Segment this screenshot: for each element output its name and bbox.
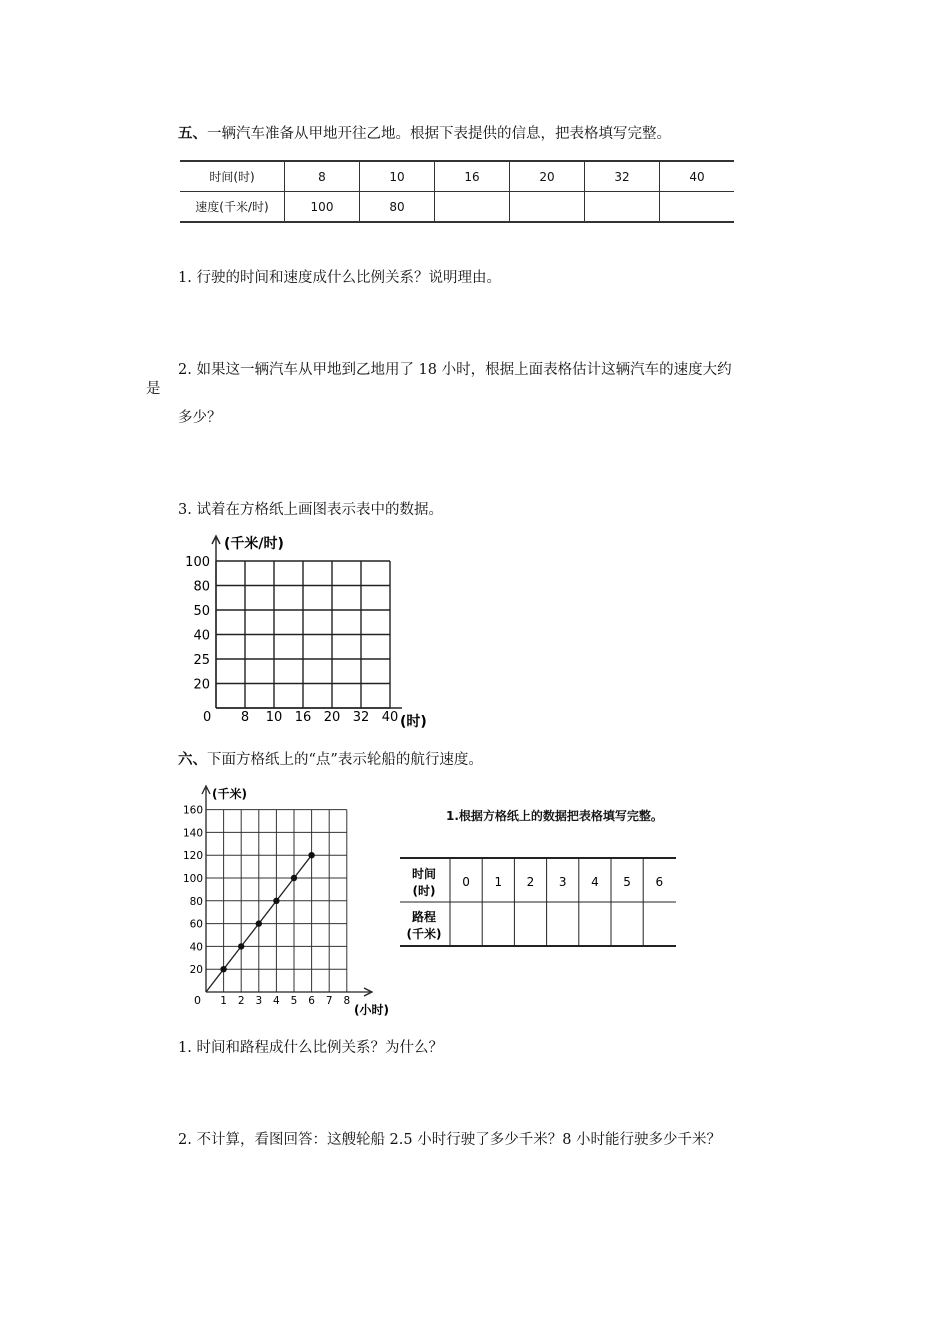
- y-tick-label: 140: [182, 827, 203, 840]
- ship-fill-table[interactable]: [400, 856, 678, 950]
- speed-cell: 100: [285, 192, 360, 223]
- data-point: [273, 898, 279, 904]
- section5-question-3: 3. 试着在方格纸上画图表示表中的数据。: [178, 502, 443, 518]
- time-cell: 20: [510, 161, 585, 192]
- x-tick-label: 6: [308, 995, 315, 1007]
- hour-cell: 6: [655, 875, 664, 889]
- data-point: [256, 920, 262, 926]
- time-cell: 8: [285, 161, 360, 192]
- x-tick-label: 7: [325, 995, 333, 1007]
- row-label-time: 时间(时): [180, 161, 285, 192]
- x-tick-label: 4: [273, 995, 280, 1007]
- y-tick-label: 40: [193, 628, 210, 644]
- section6-title: [178, 748, 483, 769]
- section5-question-2-cont: 多少？: [178, 410, 222, 426]
- section5-question-2-wrap: 是: [146, 381, 161, 397]
- data-point: [220, 966, 226, 972]
- y-tick-label: 160: [182, 804, 203, 817]
- hour-cell: 5: [623, 875, 631, 889]
- hour-cell: 4: [591, 875, 599, 889]
- section6-question-1: 1. 时间和路程成什么比例关系？为什么？: [178, 1040, 443, 1056]
- y-tick-label: 100: [185, 555, 210, 570]
- data-point: [291, 875, 297, 881]
- y-tick-label: 60: [189, 918, 203, 931]
- fill-table-instruction: 1.根据方格纸上的数据把表格填写完整。: [446, 809, 663, 823]
- distance-label-b: (千米): [406, 927, 442, 941]
- y-tick-label: 25: [193, 653, 210, 668]
- grid-axes: [212, 536, 402, 708]
- y-tick-label: 40: [189, 941, 203, 954]
- y-tick-label: 80: [189, 895, 203, 908]
- data-point: [308, 852, 314, 858]
- section6-title-text: 下面方格纸上的“点”表示轮船的航行速度。: [207, 752, 483, 768]
- section6-number: 六、: [178, 751, 207, 768]
- y-tick-label: 50: [193, 604, 210, 619]
- x-tick-label: 32: [352, 710, 370, 725]
- y-unit-label: (千米/时): [224, 536, 284, 552]
- section6-question-2: 2. 不计算，看图回答：这艘轮船 2.5 小时行驶了多少千米？8 小时能行驶多少千米？: [178, 1132, 722, 1148]
- hour-cell: 0: [462, 875, 470, 889]
- speed-cell[interactable]: [435, 192, 510, 223]
- data-point: [238, 943, 244, 949]
- hour-cell: 1: [494, 875, 503, 889]
- section5-number: 五、: [178, 125, 207, 142]
- speed-cell[interactable]: [510, 192, 585, 223]
- y-tick-label: 20: [193, 677, 210, 693]
- section5-question-2: 2. 如果这一辆汽车从甲地到乙地用了 18 小时，根据上面表格估计这辆汽车的速度大约: [178, 362, 732, 378]
- chart-origin-label: 0: [194, 994, 201, 1007]
- speed-cell[interactable]: [585, 192, 660, 223]
- x-unit-label: (时): [400, 714, 427, 730]
- table-row-time: [180, 161, 734, 192]
- x-tick-label: 20: [323, 710, 341, 725]
- time-cell: 32: [585, 161, 660, 192]
- y-tick-label: 80: [193, 579, 210, 595]
- x-tick-label: 5: [290, 995, 298, 1007]
- hour-cell: 2: [526, 875, 535, 889]
- x-tick-label: 3: [255, 995, 263, 1007]
- speed-table: [180, 160, 734, 223]
- time-cell: 16: [435, 161, 510, 192]
- time-label-b: (时): [412, 884, 436, 898]
- y-axis-label: (千米): [212, 787, 247, 801]
- time-label-a: 时间: [411, 867, 437, 881]
- x-tick-label: 40: [381, 710, 399, 725]
- y-tick-label: 100: [182, 873, 203, 885]
- speed-grid-paper[interactable]: [176, 528, 436, 732]
- distance-label-a: 路程: [411, 910, 437, 924]
- origin-label: 0: [203, 710, 212, 725]
- time-cell: 40: [660, 161, 735, 192]
- y-tick-label: 120: [182, 850, 203, 863]
- x-tick-label: 8: [343, 995, 351, 1007]
- y-tick-label: 20: [189, 964, 203, 977]
- x-axis-label: (小时): [354, 1003, 389, 1017]
- x-tick-label: 16: [294, 710, 312, 725]
- ship-distance-chart: [176, 780, 398, 1020]
- section5-title-text: 一辆汽车准备从甲地开往乙地。根据下表提供的信息，把表格填写完整。: [207, 126, 671, 142]
- row-label-speed: 速度(千米/时): [180, 192, 285, 223]
- hour-cell: 3: [558, 875, 567, 889]
- x-tick-label: 8: [240, 710, 250, 725]
- section5-title: [178, 122, 671, 143]
- section5-question-1: 1. 行驶的时间和速度成什么比例关系？说明理由。: [178, 270, 501, 286]
- x-tick-label: 1: [220, 995, 227, 1007]
- table-row-speed: [180, 192, 734, 223]
- x-tick-label: 2: [237, 995, 245, 1007]
- time-cell: 10: [360, 161, 435, 192]
- speed-cell[interactable]: [660, 192, 735, 223]
- grid-lines: [216, 561, 390, 708]
- x-tick-label: 10: [265, 710, 283, 725]
- speed-cell: 80: [360, 192, 435, 223]
